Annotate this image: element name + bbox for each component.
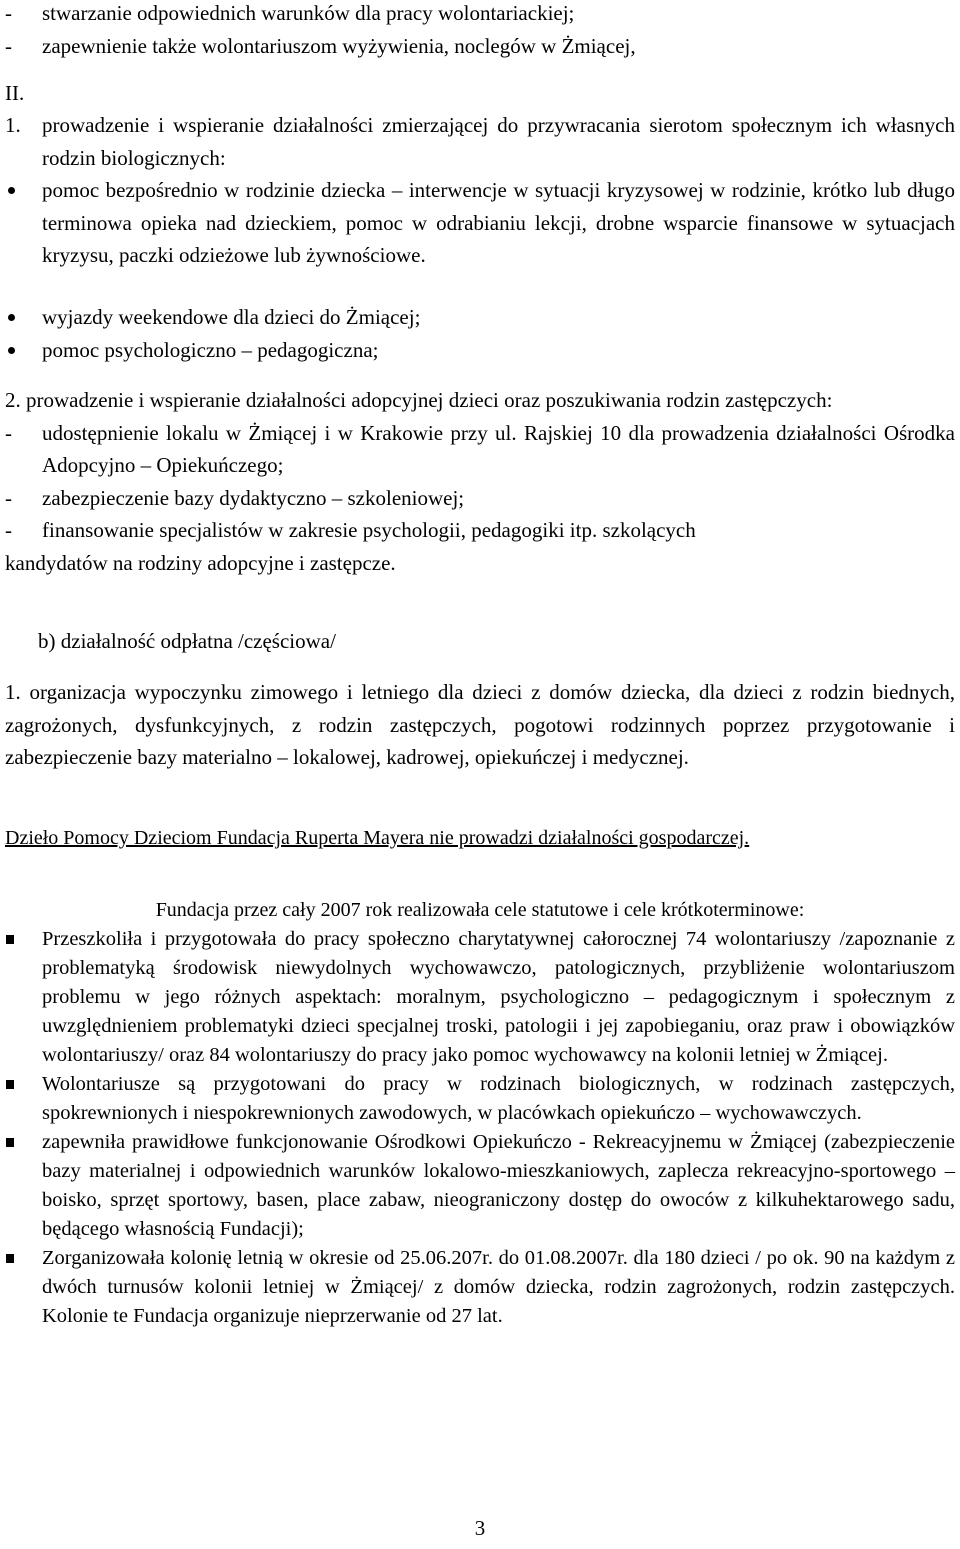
dash-item-text: udostępnienie lokalu w Żmiącej i w Krakowie przy ul. Rajskiej 10 dla prowadzenia działalności Ośrodka Adopcyjno – Opiekuńczego; xyxy=(42,420,955,477)
achievement-item xyxy=(5,1070,955,1128)
dash-item-continuation: kandydatów na rodziny adopcyjne i zastępcze. xyxy=(5,550,396,575)
point-3 xyxy=(5,676,955,774)
dash-marker: - xyxy=(5,518,12,542)
intro-dash-list xyxy=(5,0,955,62)
point-2-text: 2. prowadzenie i wspieranie działalności adopcyjnej dzieci oraz poszukiwania rodzin zastępczych: xyxy=(5,388,833,412)
point-3-text: 1. organizacja wypoczynku zimowego i letniego dla dzieci z domów dziecka, dla dzieci z rodzin biednych, zagrożonych, dysfunkcyjnych, z rodzin zastępczych, pogotowi rodzinnych poprzez przygotowanie i zabezpieczenie bazy materialno – lokalowej, kadrowej, opiekuńczej i medycznej. xyxy=(5,680,956,769)
bullet-item xyxy=(5,174,955,272)
summary-intro: Fundacja przez cały 2007 rok realizowała cele statutowe i cele krótkoterminowe: xyxy=(155,899,805,921)
point-number: 2. xyxy=(5,388,21,412)
point-2 xyxy=(5,384,955,579)
bullet-icon xyxy=(8,314,15,321)
achievement-item xyxy=(5,925,955,1070)
dash-item-text: stwarzanie odpowiednich warunków dla pracy wolontariackiej; xyxy=(42,1,575,25)
dash-item xyxy=(5,0,955,30)
section-roman-heading xyxy=(5,77,955,110)
notice-block xyxy=(5,822,955,855)
bullet-item xyxy=(5,301,955,334)
summary-block xyxy=(5,895,955,1331)
dash-item xyxy=(5,482,955,515)
bullet-item xyxy=(5,334,955,367)
dash-item xyxy=(5,30,955,63)
bullet-item-text: wyjazdy weekendowe dla dzieci do Żmiącej; xyxy=(42,305,421,329)
bullet-item-text: pomoc bezpośrednio w rodzinie dziecka – interwencje w sytuacji kryzysowej w rodzinie, krótko lub długo terminowa opieka nad dzieckiem, pomoc w odrabianiu lekcji, drobne wsparcie finansowe w sytuacjach kryzysu, paczki odzieżowe lub żywnościowe. xyxy=(42,178,955,267)
no-business-notice: Dzieło Pomocy Dzieciom Fundacja Ruperta Mayera nie prowadzi działalności gospodarczej. xyxy=(5,827,750,849)
square-bullet-icon xyxy=(6,935,14,944)
bullet-item-text: pomoc psychologiczno – pedagogiczna; xyxy=(42,337,379,362)
square-bullet-icon xyxy=(6,1138,14,1147)
achievement-text: zapewniła prawidłowe funkcjonowanie Ośrodkowi Opiekuńczo - Rekreacyjnemu w Żmiącej (zabezpieczenie bazy materialnej i odpowiednich warunków lokalowo-mieszkaniowych, zaplecza rekreacyjno-sportowego – boisko, sprzęt sportowy, basen, place zabaw, nieograniczony dostęp do owoców z kilkuhektarowego sadu, będącego własnością Fundacji); xyxy=(42,1131,955,1240)
achievement-text: Przeszkoliła i przygotowała do pracy społeczno charytatywnej całorocznej 74 wolontariuszy /zapoznanie z problematyką środowisk niewydolnych wychowawczo, patologicznych, przybliżenie wolontariuszom problemu w jego różnych aspektach: moralnym, psychologiczno – pedagogicznym i społecznym z uwzględnieniem problematyki dzieci specjalnej troski, patologii i jej zapobieganiu, oraz praw i obowiązków wolontariuszy/ oraz 84 wolontariuszy do pracy jako pomoc wychowawcy na kolonii letniej w Żmiącej. xyxy=(42,928,955,1066)
achievement-item xyxy=(5,1244,955,1331)
section-b-title: b) działalność odpłatna /częściowa/ xyxy=(38,629,336,653)
square-bullet-icon xyxy=(6,1254,14,1263)
page-number: 3 xyxy=(474,1516,486,1540)
dash-item xyxy=(5,514,955,547)
bullet-icon xyxy=(8,187,15,194)
dash-marker: - xyxy=(5,485,12,510)
achievement-item xyxy=(5,1128,955,1244)
square-bullet-icon xyxy=(6,1080,14,1089)
point-number: 1. xyxy=(5,113,21,137)
bullet-icon xyxy=(8,347,15,354)
point-1-more xyxy=(5,301,955,366)
point-1-text: 1. prowadzenie i wspieranie działalności zmierzającej do przywracania sierotom społecznym ich własnych rodzin biologicznych: xyxy=(5,109,955,174)
dash-item-text: zabezpieczenie bazy dydaktyczno – szkoleniowej; xyxy=(42,485,465,510)
dash-item-text: zapewnienie także wolontariuszom wyżywienia, noclegów w Żmiącej, xyxy=(42,33,636,58)
point-number: 1. xyxy=(5,680,21,704)
dash-item xyxy=(5,417,955,482)
section-b-heading xyxy=(5,625,955,658)
achievement-text: Wolontariusze są przygotowani do pracy w rodzinach biologicznych, w rodzinach zastępczych, spokrewnionych i niespokrewnionych zawodowych, w placówkach opiekuńczo – wychowawczych. xyxy=(42,1073,955,1124)
point-1 xyxy=(5,109,955,272)
achievement-text: Zorganizowała kolonię letnią w okresie od 25.06.207r. do 01.08.2007r. dla 180 dzieci / po ok. 90 na każdym z dwóch turnusów kolonii letniej w Żmiącej/ z domów dziecka, rodzin zagrożonych, rodzin zastępczych. Kolonie te Fundacja organizuje nieprzerwanie od 27 lat. xyxy=(42,1247,955,1327)
roman-numeral: II. xyxy=(5,81,25,105)
dash-item-text: finansowanie specjalistów w zakresie psychologii, pedagogiki itp. szkolących xyxy=(42,518,696,542)
dash-marker: - xyxy=(5,420,12,445)
dash-marker: - xyxy=(5,1,12,25)
dash-marker: - xyxy=(5,33,12,58)
